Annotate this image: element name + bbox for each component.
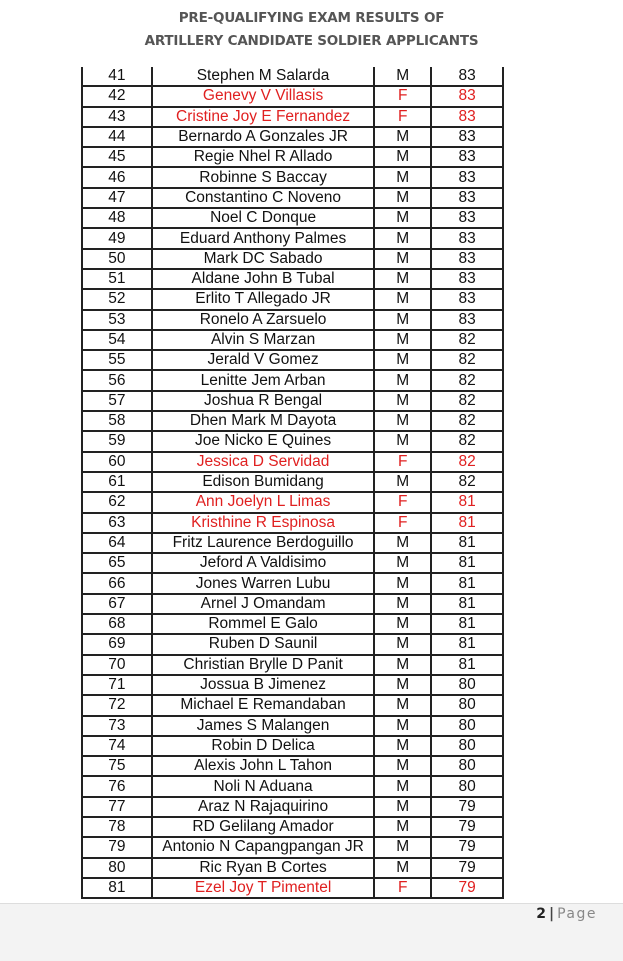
- applicant-score: 83: [431, 289, 503, 309]
- applicant-score: 82: [431, 411, 503, 431]
- row-number: 63: [82, 513, 152, 533]
- row-number: 51: [82, 269, 152, 289]
- row-number: 79: [82, 837, 152, 857]
- applicant-name: Noel C Donque: [152, 208, 375, 228]
- applicant-name: Jerald V Gomez: [152, 350, 375, 370]
- row-number: 44: [82, 127, 152, 147]
- applicant-name: RD Gelilang Amador: [152, 817, 375, 837]
- applicant-score: 81: [431, 614, 503, 634]
- applicant-name: Stephen M Salarda: [152, 67, 375, 86]
- applicant-name: Aldane John B Tubal: [152, 269, 375, 289]
- applicant-sex: M: [374, 411, 431, 431]
- applicant-score: 79: [431, 817, 503, 837]
- table-row: [82, 533, 503, 553]
- table-row: [82, 350, 503, 370]
- applicant-score: 81: [431, 533, 503, 553]
- applicant-name: Bernardo A Gonzales JR: [152, 127, 375, 147]
- applicant-score: 83: [431, 269, 503, 289]
- applicant-score: 83: [431, 310, 503, 330]
- applicant-sex: M: [374, 716, 431, 736]
- document-title-line-1: PRE-QUALIFYING EXAM RESULTS OF: [178, 10, 445, 26]
- applicant-name: Genevy V Villasis: [152, 86, 375, 106]
- table-row: [82, 716, 503, 736]
- row-number: 70: [82, 655, 152, 675]
- table-row: [82, 837, 503, 857]
- page-number-label: [536, 906, 597, 922]
- row-number: 58: [82, 411, 152, 431]
- applicant-name: Alvin S Marzan: [152, 330, 375, 350]
- applicant-sex: M: [374, 776, 431, 796]
- applicant-name: Araz N Rajaquirino: [152, 797, 375, 817]
- row-number: 61: [82, 472, 152, 492]
- applicant-score: 81: [431, 492, 503, 512]
- applicant-sex: M: [374, 67, 431, 86]
- applicant-score: 83: [431, 147, 503, 167]
- table-row: [82, 127, 503, 147]
- row-number: 65: [82, 553, 152, 573]
- row-number: 80: [82, 858, 152, 878]
- table-row: [82, 86, 503, 106]
- row-number: 64: [82, 533, 152, 553]
- applicant-sex: M: [374, 147, 431, 167]
- applicant-score: 83: [431, 167, 503, 187]
- applicant-sex: M: [374, 594, 431, 614]
- row-number: 41: [82, 67, 152, 86]
- applicant-name: Regie Nhel R Allado: [152, 147, 375, 167]
- applicant-name: Noli N Aduana: [152, 776, 375, 796]
- row-number: 67: [82, 594, 152, 614]
- applicant-score: 81: [431, 655, 503, 675]
- applicant-score: 82: [431, 350, 503, 370]
- table-row: [82, 634, 503, 654]
- table-row: [82, 858, 503, 878]
- applicant-sex: M: [374, 289, 431, 309]
- applicant-score: 81: [431, 573, 503, 593]
- applicant-score: 79: [431, 858, 503, 878]
- applicant-name: Robinne S Baccay: [152, 167, 375, 187]
- applicant-name: Michael E Remandaban: [152, 695, 375, 715]
- table-row: [82, 228, 503, 248]
- applicant-name: Erlito T Allegado JR: [152, 289, 375, 309]
- row-number: 48: [82, 208, 152, 228]
- applicant-name: Edison Bumidang: [152, 472, 375, 492]
- table-row: [82, 756, 503, 776]
- row-number: 62: [82, 492, 152, 512]
- applicant-score: 82: [431, 431, 503, 451]
- applicant-score: 79: [431, 797, 503, 817]
- applicant-name: Jeford A Valdisimo: [152, 553, 375, 573]
- row-number: 72: [82, 695, 152, 715]
- row-number: 69: [82, 634, 152, 654]
- row-number: 73: [82, 716, 152, 736]
- applicant-sex: F: [374, 86, 431, 106]
- document-title-line-2: ARTILLERY CANDIDATE SOLDIER APPLICANTS: [144, 33, 479, 49]
- table-row: [82, 675, 503, 695]
- applicant-name: Cristine Joy E Fernandez: [152, 107, 375, 127]
- applicant-sex: M: [374, 167, 431, 187]
- row-number: 43: [82, 107, 152, 127]
- results-table: [81, 67, 504, 899]
- applicant-score: 83: [431, 208, 503, 228]
- row-number: 56: [82, 370, 152, 390]
- applicant-score: 80: [431, 716, 503, 736]
- applicant-sex: F: [374, 107, 431, 127]
- applicant-name: Ruben D Saunil: [152, 634, 375, 654]
- applicant-name: Rommel E Galo: [152, 614, 375, 634]
- table-row: [82, 411, 503, 431]
- applicant-name: Jessica D Servidad: [152, 452, 375, 472]
- table-row: [82, 208, 503, 228]
- row-number: 42: [82, 86, 152, 106]
- table-row: [82, 878, 503, 898]
- page-word: Page: [557, 906, 597, 922]
- row-number: 47: [82, 188, 152, 208]
- applicant-name: Alexis John L Tahon: [152, 756, 375, 776]
- applicant-score: 83: [431, 188, 503, 208]
- applicant-score: 80: [431, 776, 503, 796]
- applicant-sex: M: [374, 858, 431, 878]
- row-number: 57: [82, 391, 152, 411]
- applicant-score: 81: [431, 634, 503, 654]
- applicant-sex: M: [374, 127, 431, 147]
- applicant-name: Antonio N Capangpangan JR: [152, 837, 375, 857]
- applicant-score: 83: [431, 67, 503, 86]
- applicant-name: Christian Brylle D Panit: [152, 655, 375, 675]
- applicant-sex: F: [374, 513, 431, 533]
- applicant-name: Dhen Mark M Dayota: [152, 411, 375, 431]
- applicant-sex: M: [374, 736, 431, 756]
- row-number: 77: [82, 797, 152, 817]
- applicant-name: Ronelo A Zarsuelo: [152, 310, 375, 330]
- applicant-sex: M: [374, 208, 431, 228]
- table-row: [82, 655, 503, 675]
- applicant-sex: M: [374, 634, 431, 654]
- applicant-name: Lenitte Jem Arban: [152, 370, 375, 390]
- applicant-sex: M: [374, 269, 431, 289]
- table-row: [82, 553, 503, 573]
- applicant-sex: M: [374, 756, 431, 776]
- page-footer: [0, 903, 623, 961]
- applicant-sex: M: [374, 675, 431, 695]
- applicant-sex: M: [374, 573, 431, 593]
- table-row: [82, 107, 503, 127]
- table-row: [82, 249, 503, 269]
- applicant-score: 81: [431, 513, 503, 533]
- table-row: [82, 492, 503, 512]
- page-separator: |: [548, 906, 555, 922]
- table-row: [82, 513, 503, 533]
- applicant-score: 82: [431, 330, 503, 350]
- row-number: 76: [82, 776, 152, 796]
- applicant-name: Kristhine R Espinosa: [152, 513, 375, 533]
- applicant-score: 82: [431, 370, 503, 390]
- table-row: [82, 594, 503, 614]
- row-number: 81: [82, 878, 152, 898]
- applicant-sex: M: [374, 695, 431, 715]
- applicant-score: 83: [431, 127, 503, 147]
- applicant-score: 80: [431, 736, 503, 756]
- applicant-score: 83: [431, 86, 503, 106]
- applicant-sex: M: [374, 797, 431, 817]
- table-row: [82, 330, 503, 350]
- applicant-name: Fritz Laurence Berdoguillo: [152, 533, 375, 553]
- applicant-sex: M: [374, 310, 431, 330]
- table-row: [82, 167, 503, 187]
- table-row: [82, 67, 503, 86]
- applicant-name: Joe Nicko E Quines: [152, 431, 375, 451]
- applicant-score: 81: [431, 594, 503, 614]
- applicant-name: Ric Ryan B Cortes: [152, 858, 375, 878]
- table-row: [82, 817, 503, 837]
- applicant-sex: M: [374, 553, 431, 573]
- applicant-score: 83: [431, 228, 503, 248]
- applicant-score: 80: [431, 675, 503, 695]
- row-number: 66: [82, 573, 152, 593]
- row-number: 54: [82, 330, 152, 350]
- row-number: 68: [82, 614, 152, 634]
- table-row: [82, 431, 503, 451]
- applicant-sex: M: [374, 655, 431, 675]
- table-row: [82, 472, 503, 492]
- applicant-name: Constantino C Noveno: [152, 188, 375, 208]
- applicant-name: Eduard Anthony Palmes: [152, 228, 375, 248]
- row-number: 49: [82, 228, 152, 248]
- table-row: [82, 289, 503, 309]
- applicant-score: 82: [431, 472, 503, 492]
- applicant-name: Jossua B Jimenez: [152, 675, 375, 695]
- applicant-name: Ann Joelyn L Limas: [152, 492, 375, 512]
- applicant-score: 81: [431, 553, 503, 573]
- applicant-sex: M: [374, 817, 431, 837]
- applicant-sex: M: [374, 188, 431, 208]
- row-number: 59: [82, 431, 152, 451]
- applicant-sex: M: [374, 330, 431, 350]
- table-row: [82, 147, 503, 167]
- applicant-name: Ezel Joy T Pimentel: [152, 878, 375, 898]
- table-row: [82, 614, 503, 634]
- applicant-score: 80: [431, 695, 503, 715]
- applicant-name: Mark DC Sabado: [152, 249, 375, 269]
- applicant-sex: M: [374, 391, 431, 411]
- applicant-sex: F: [374, 878, 431, 898]
- applicant-name: Jones Warren Lubu: [152, 573, 375, 593]
- applicant-sex: M: [374, 837, 431, 857]
- table-row: [82, 573, 503, 593]
- row-number: 46: [82, 167, 152, 187]
- applicant-sex: M: [374, 350, 431, 370]
- applicant-sex: M: [374, 249, 431, 269]
- table-row: [82, 269, 503, 289]
- applicant-sex: M: [374, 370, 431, 390]
- applicant-score: 82: [431, 391, 503, 411]
- applicant-name: Joshua R Bengal: [152, 391, 375, 411]
- row-number: 52: [82, 289, 152, 309]
- row-number: 71: [82, 675, 152, 695]
- row-number: 74: [82, 736, 152, 756]
- applicant-sex: M: [374, 228, 431, 248]
- applicant-sex: M: [374, 472, 431, 492]
- table-row: [82, 370, 503, 390]
- applicant-name: Robin D Delica: [152, 736, 375, 756]
- applicant-sex: M: [374, 614, 431, 634]
- applicant-score: 80: [431, 756, 503, 776]
- table-row: [82, 391, 503, 411]
- applicant-score: 79: [431, 837, 503, 857]
- row-number: 50: [82, 249, 152, 269]
- table-row: [82, 776, 503, 796]
- row-number: 78: [82, 817, 152, 837]
- row-number: 55: [82, 350, 152, 370]
- table-row: [82, 188, 503, 208]
- table-row: [82, 797, 503, 817]
- applicant-score: 83: [431, 249, 503, 269]
- applicant-score: 79: [431, 878, 503, 898]
- row-number: 60: [82, 452, 152, 472]
- table-row: [82, 310, 503, 330]
- table-row: [82, 452, 503, 472]
- applicant-score: 83: [431, 107, 503, 127]
- row-number: 75: [82, 756, 152, 776]
- table-row: [82, 736, 503, 756]
- row-number: 53: [82, 310, 152, 330]
- applicant-name: James S Malangen: [152, 716, 375, 736]
- page-number: 2: [536, 906, 546, 922]
- table-row: [82, 695, 503, 715]
- applicant-sex: M: [374, 533, 431, 553]
- applicant-sex: F: [374, 492, 431, 512]
- applicant-sex: M: [374, 431, 431, 451]
- applicant-score: 82: [431, 452, 503, 472]
- row-number: 45: [82, 147, 152, 167]
- applicant-name: Arnel J Omandam: [152, 594, 375, 614]
- applicant-sex: F: [374, 452, 431, 472]
